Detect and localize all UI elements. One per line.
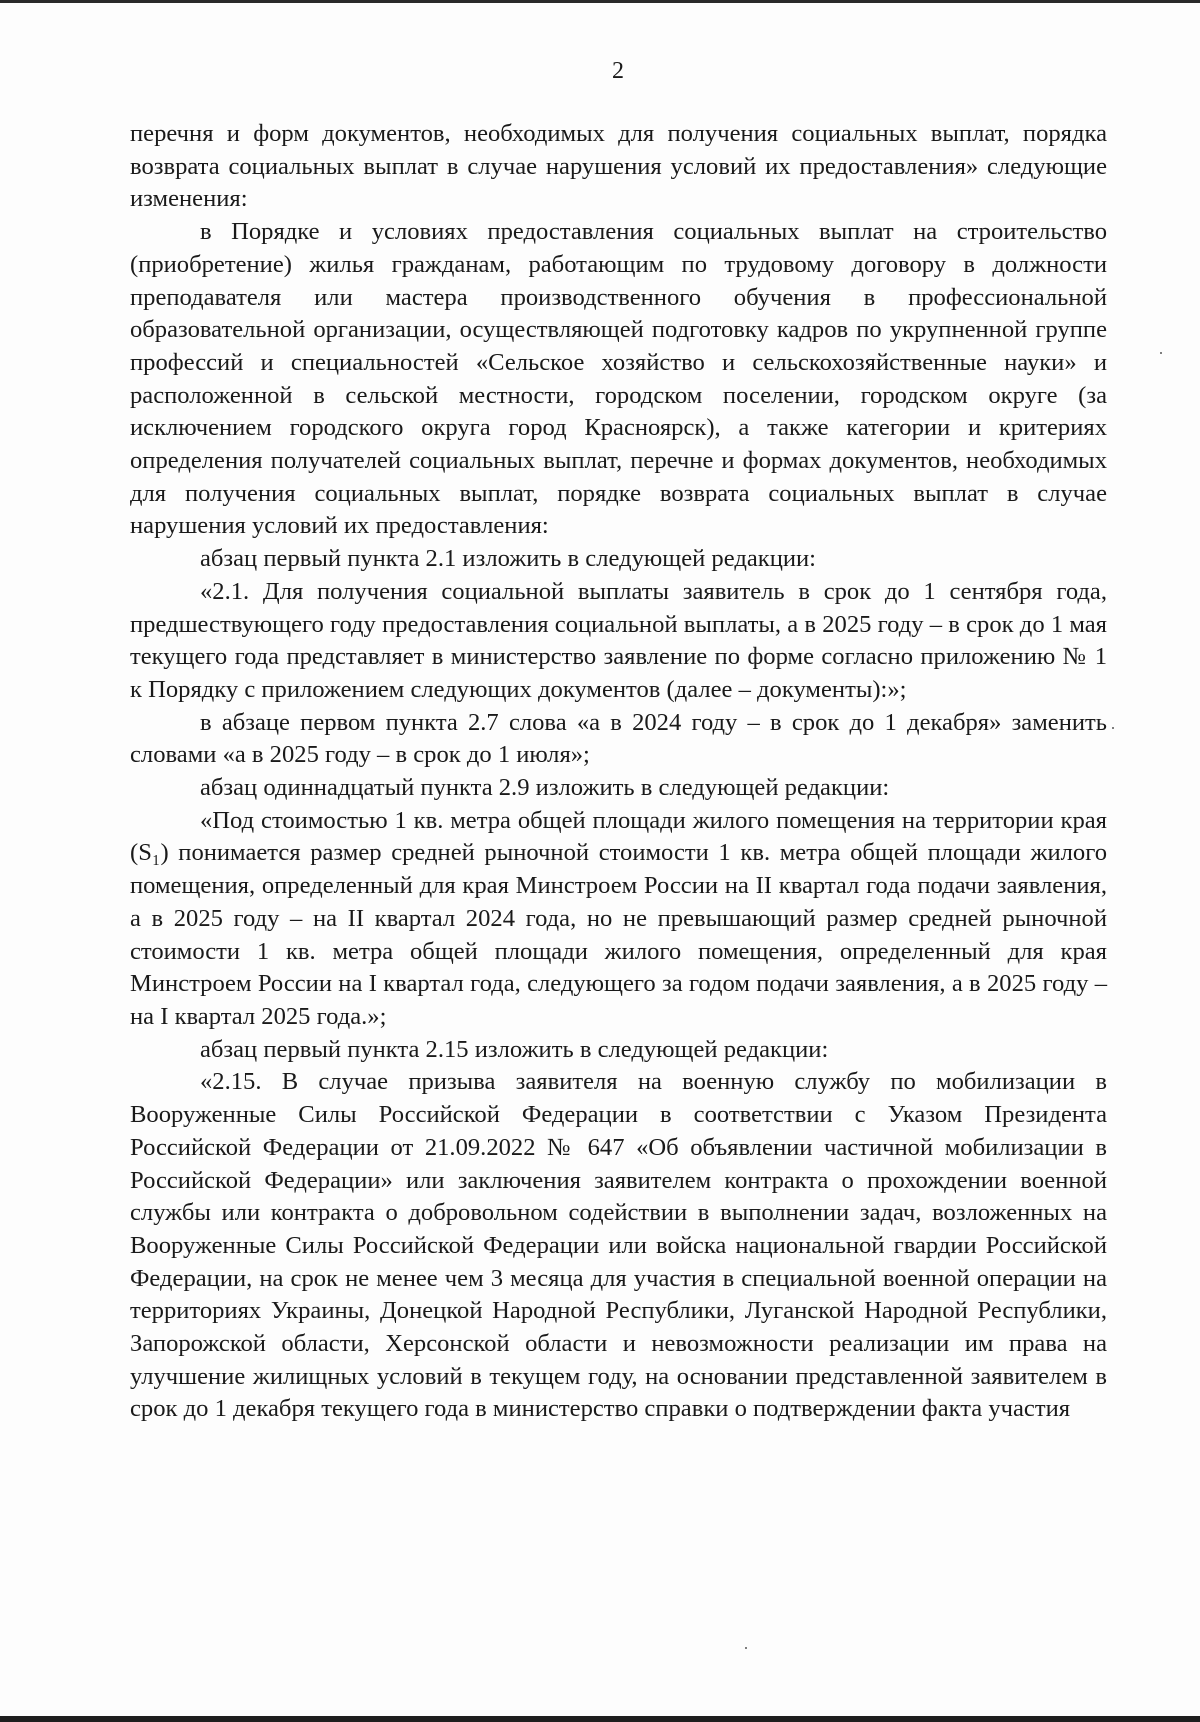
- paragraph-amend-2-9: абзац одиннадцатый пункта 2.9 изложить в следующей редакции:: [200, 774, 890, 802]
- scan-speck: [745, 1647, 747, 1649]
- scan-edge-bottom: [0, 1716, 1200, 1722]
- document-body: [130, 118, 1107, 1426]
- scan-speck: [1160, 352, 1162, 354]
- paragraph-amend-2-15: абзац первый пункта 2.15 изложить в следующей редакции:: [200, 1035, 829, 1063]
- paragraph-text-2-9: «Под стоимостью 1 кв. метра общей площади жилого помещения на территории края (S₁) понимается размер средней рыночной стоимости 1 кв. метра общей площади жилого помещения, определенный для края Минстроем России на II квартал года подачи заявления, а в 2025 году – на II квартал 2024 года, но не превышающий размер средней рыночной стоимости 1 кв. метра общей площади жилого помещения, определенный для края Минстроем России на I квартал года, следующего за годом подачи заявления, а в 2025 году – на I квартал 2025 года.»;: [130, 806, 1107, 1030]
- page-number: 2: [612, 58, 624, 84]
- paragraph-amend-2-7: в абзаце первом пункта 2.7 слова «а в 2024 году – в срок до 1 декабря» заменить словами «а в 2025 году – в срок до 1 июля»;: [130, 708, 1107, 769]
- paragraph-text-2-1: «2.1. Для получения социальной выплаты заявитель в срок до 1 сентября года, предшествующего году предоставления социальной выплаты, а в 2025 году – в срок до 1 мая текущего года представляет в министерство заявление по форме согласно приложению № 1 к Порядку с приложением следующих документов (далее – документы):»;: [130, 577, 1107, 703]
- scan-edge-top: [0, 0, 1200, 3]
- paragraph-intro: перечня и форм документов, необходимых для получения социальных выплат, порядка возврата социальных выплат в случае нарушения условий их предоставления» следующие изменения:: [130, 120, 1107, 213]
- paragraph-procedure: в Порядке и условиях предоставления социальных выплат на строительство (приобретение) жилья гражданам, работающим по трудовому договору в должности преподавателя или мастера производственного обучения в профессиональной образовательной организации, осуществляющей подготовку кадров по укрупненной группе профессий и специальностей «Сельское хозяйство и сельскохозяйственные науки» и расположенной в сельской местности, городском поселении, городском округе (за исключением городского округа город Красноярск), а также категории и критериях определения получателей социальных выплат, перечне и формах документов, необходимых для получения социальных выплат, порядке возврата социальных выплат в случае нарушения условий их предоставления:: [130, 218, 1107, 540]
- scan-speck: [1112, 727, 1114, 729]
- paragraph-amend-2-1: абзац первый пункта 2.1 изложить в следующей редакции:: [200, 545, 817, 573]
- paragraph-text-2-15: «2.15. В случае призыва заявителя на военную службу по мобилизации в Вооруженные Силы Российской Федерации в соответствии с Указом Президента Российской Федерации от 21.09.2022 № 647 «Об объявлении частичной мобилизации в Российской Федерации» или заключения заявителем контракта о прохождении военной службы или контракта о добровольном содействии в выполнении задач, возложенных на Вооруженные Силы Российской Федерации или войска национальной гвардии Российской Федерации, на срок не менее чем 3 месяца для участия в специальной военной операции на территориях Украины, Донецкой Народной Республики, Луганской Народной Республики, Запорожской области, Херсонской области и невозможности реализации им права на улучшение жилищных условий в текущем году, на основании представленной заявителем в срок до 1 декабря текущего года в министерство справки о подтверждении факта участия: [130, 1068, 1107, 1423]
